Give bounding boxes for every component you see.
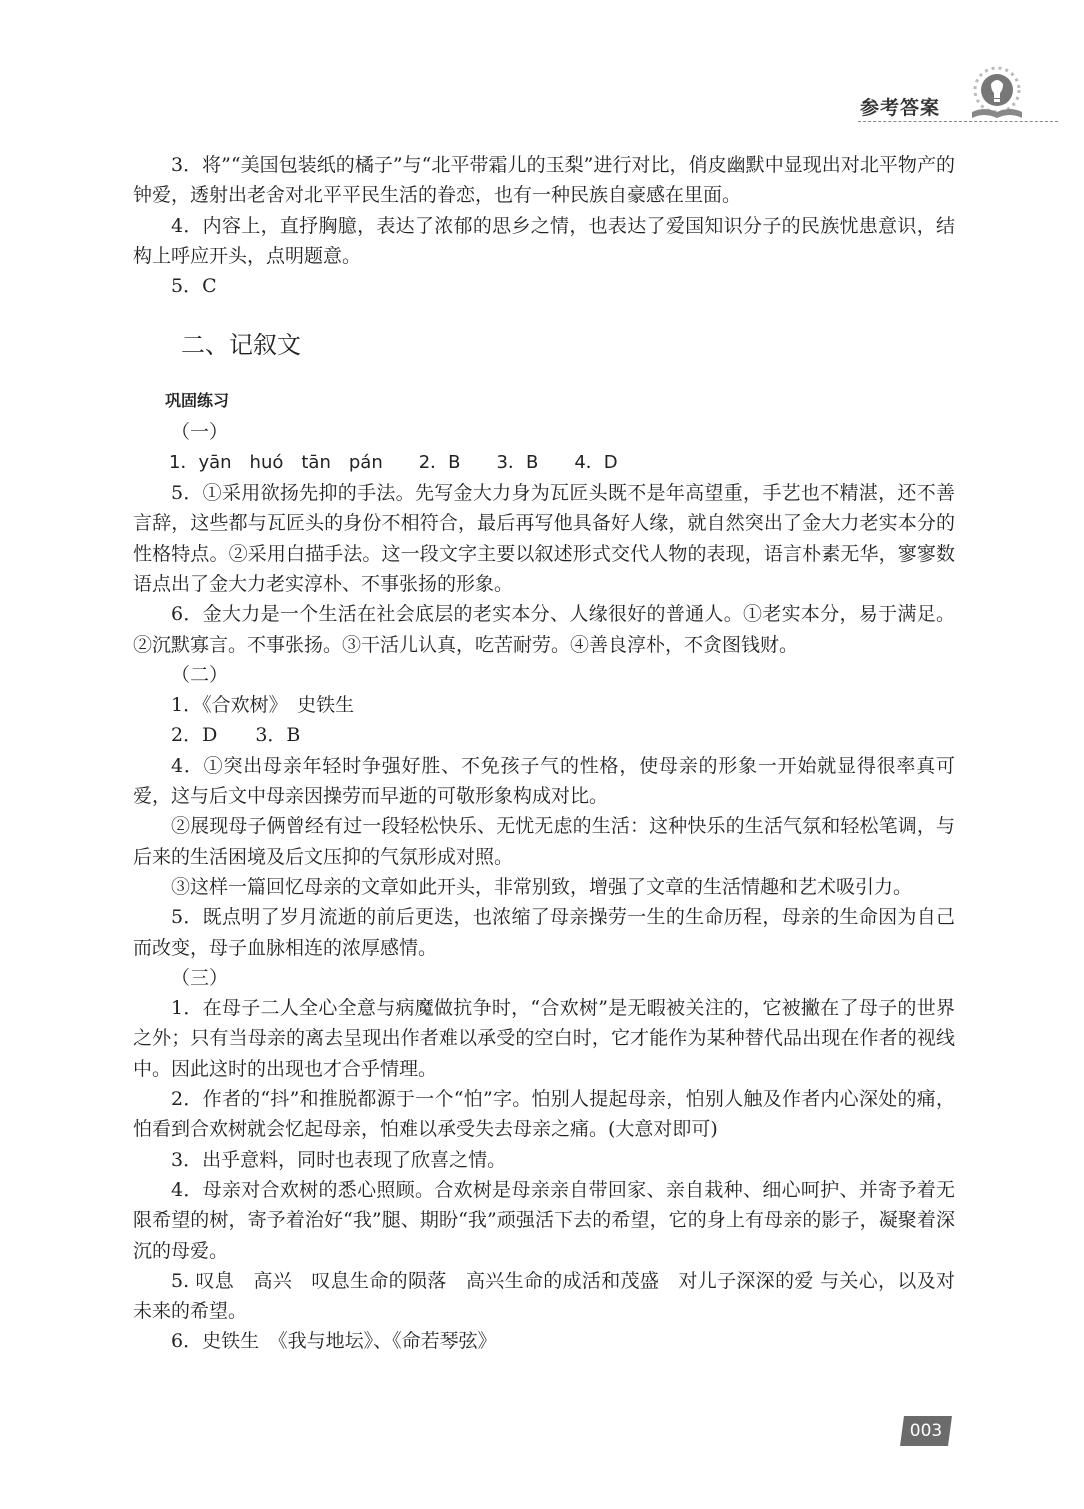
- answer-paragraph: 3．将”“美国包装纸的橘子”与“北平带霜儿的玉梨”进行对比，俏皮幽默中显现出对北平物产的钟爱，透射出老舍对北平平民生活的眷恋，也有一种民族自豪感在里面。: [133, 154, 955, 207]
- answer-paragraph: 4．①突出母亲年轻时争强好胜、不免孩子气的性格，使母亲的形象一开始就显得很率真可爱，这与后文中母亲因操劳而早逝的可敬形象构成对比。: [133, 754, 955, 808]
- page-header: [858, 66, 1058, 126]
- answer-paragraph: 2．作者的“抖”和推脱都源于一个“怕”字。怕别人提起母亲，怕别人触及作者内心深处的痛，怕看到合欢树就会忆起母亲，怕难以承受失去母亲之痛。(大意对即可): [133, 1088, 955, 1141]
- page-number-badge: [900, 1416, 952, 1446]
- answer-paragraph: 1．在母子二人全心全意与病魔做抗争时，“合欢树”是无暇被关注的，它被撇在了母子的世界之外；只有当母亲的离去呈现出作者难以承受的空白时，它才能作为某种替代品出现在作者的视线中。因此这时的出现也才合乎情理。: [133, 997, 955, 1080]
- answer-paragraph: 5. 叹息 高兴 叹息生命的陨落 高兴生命的成活和茂盛 对儿子深深的爱 与关心，以及对未来的希望。: [133, 1269, 955, 1323]
- header-rule: [858, 121, 1058, 122]
- answer-paragraph: 1．yān huó tān pán 2．B 3．B 4．D: [169, 451, 618, 473]
- answer-paragraph: 5．既点明了岁月流逝的前后更迭，也浓缩了母亲操劳一生的生命历程，母亲的生命因为自己而改变，母子血脉相连的浓厚感情。: [133, 906, 955, 959]
- answer-paragraph: 3．出乎意料，同时也表现了欣喜之情。: [171, 1148, 507, 1171]
- part-label: （三）: [171, 966, 229, 989]
- subsection-title: 巩固练习: [165, 391, 230, 411]
- answer-paragraph: 2．D 3．B: [171, 724, 301, 747]
- part-label: （二）: [171, 663, 229, 686]
- lightbulb-book-icon: [966, 66, 1028, 122]
- answer-paragraph: 6．金大力是一个生活在社会底层的老实本分、人缘很好的普通人。①老实本分，易于满足。②沉默寡言。不事张扬。③干活儿认真，吃苦耐劳。④善良淳朴，不贪图钱财。: [133, 603, 955, 656]
- answer-paragraph: 5．①采用欲扬先抑的手法。先写金大力身为瓦匠头既不是年高望重，手艺也不精湛，还不善言辞，这些都与瓦匠头的身份不相符合，最后再写他具备好人缘，就自然突出了金大力老实本分的性格特点。②采用白描手法。这一段文字主要以叙述形式交代人物的表现，语言朴素无华，寥寥数语点出了金大力老实淳朴、不事张扬的形象。: [133, 482, 955, 595]
- answer-paragraph: ③这样一篇回忆母亲的文章如此开头，非常别致，增强了文章的生活情趣和艺术吸引力。: [171, 875, 913, 898]
- section-title: 二、记叙文: [181, 331, 301, 360]
- answer-content: [133, 150, 955, 1357]
- part-label: （一）: [171, 421, 229, 444]
- answer-paragraph: 4．母亲对合欢树的悉心照顾。合欢树是母亲亲自带回家、亲自栽种、细心呵护、并寄予着无限希望的树，寄予着治好“我”腿、期盼“我”顽强活下去的希望，它的身上有母亲的影子，凝聚着深沉的母爱。: [133, 1178, 955, 1262]
- answer-paragraph: 5．C: [171, 275, 217, 298]
- answer-paragraph: 6．史铁生 《我与地坛》、《命若琴弦》: [171, 1330, 497, 1353]
- header-title: 参考答案: [860, 97, 941, 119]
- answer-paragraph: 4．内容上，直抒胸臆，表达了浓郁的思乡之情，也表达了爱国知识分子的民族忧患意识，结构上呼应开头，点明题意。: [133, 214, 955, 267]
- page-number: 003: [909, 1421, 943, 1441]
- answer-paragraph: ②展现母子俩曾经有过一段轻松快乐、无忧无虑的生活：这种快乐的生活气氛和轻松笔调，与后来的生活困境及后文压抑的气氛形成对照。: [133, 815, 955, 868]
- answer-paragraph: 1．《合欢树》 史铁生: [171, 694, 355, 717]
